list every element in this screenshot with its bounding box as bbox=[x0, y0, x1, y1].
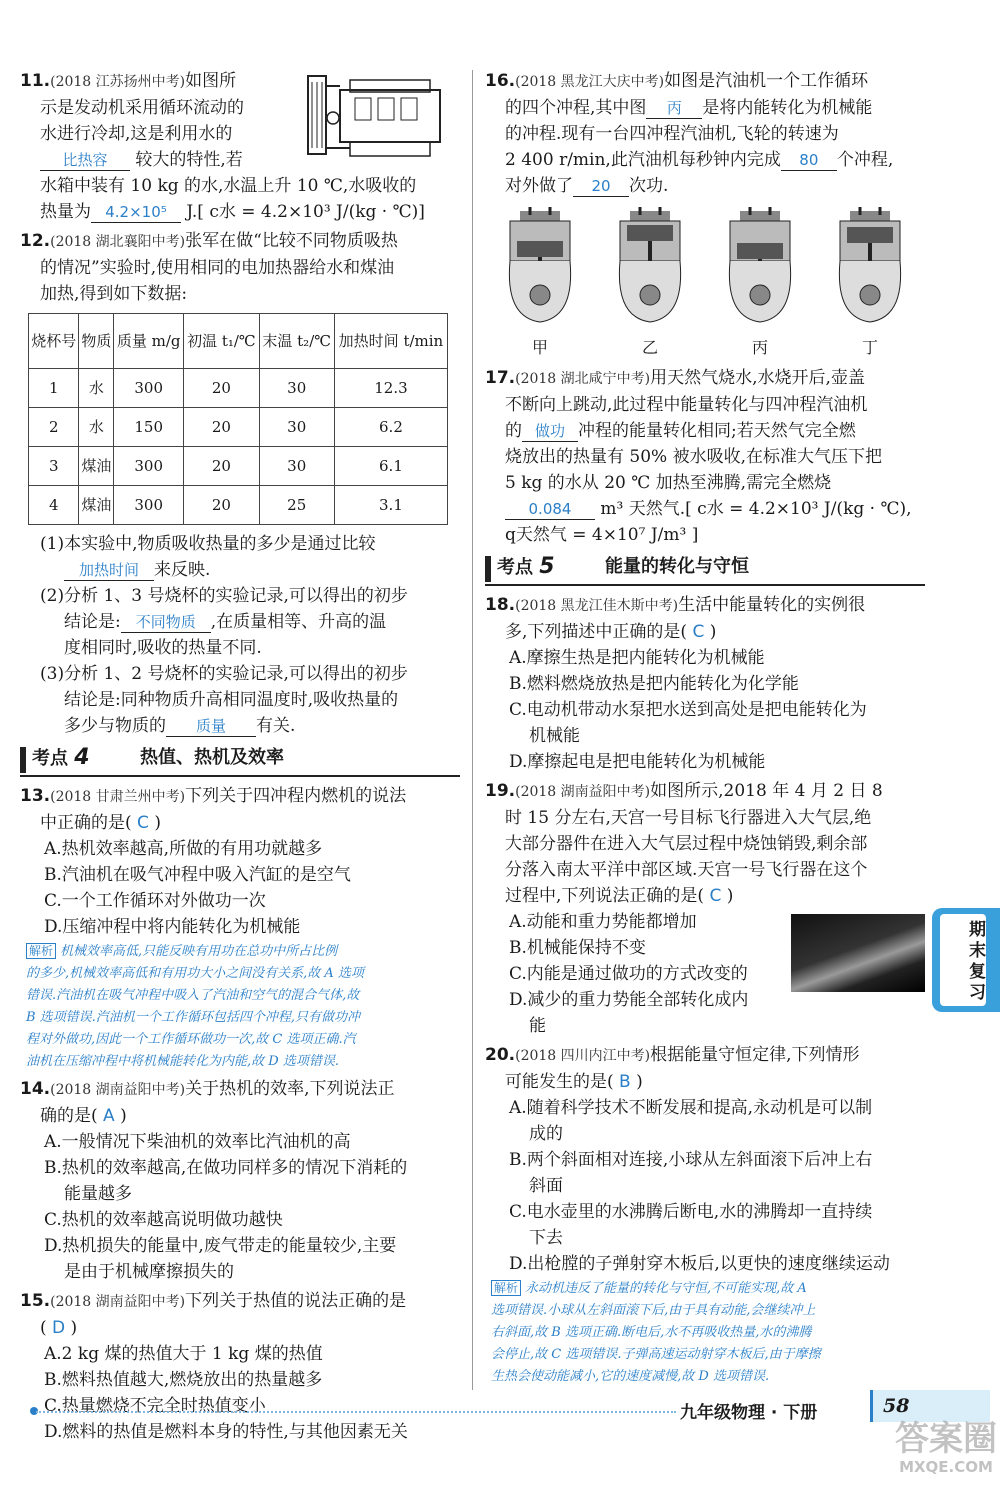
question-source: (2018 湖北咸宁中考) bbox=[515, 371, 651, 387]
engine-cooling-figure bbox=[300, 68, 460, 163]
answer-blank: 80 bbox=[781, 150, 837, 171]
choice-answer: C bbox=[692, 622, 705, 642]
option: A.一般情况下柴油机的效率比汽油机的高 bbox=[44, 1132, 351, 1152]
left-column bbox=[20, 68, 460, 1448]
question-text: 水箱中装有 10 kg 的水,水温上升 10 ℃,水吸收的 bbox=[40, 176, 417, 196]
option: C.电动机带动水泵把水送到高处是把电能转化为 bbox=[509, 700, 867, 720]
table-cell: 3.1 bbox=[334, 486, 447, 525]
section-header-4 bbox=[20, 745, 460, 777]
option: B.热机的效率越高,在做功同样多的情况下消耗的 bbox=[44, 1158, 408, 1178]
question-text: 个冲程, bbox=[836, 150, 894, 170]
option: 成的 bbox=[529, 1124, 563, 1144]
question-text: 生活中能量转化的实例很 bbox=[678, 595, 866, 615]
question-16 bbox=[485, 68, 925, 361]
table-cell: 煤油 bbox=[79, 447, 114, 486]
analysis-tag: 解析 bbox=[26, 943, 56, 959]
section-label: 考点 5 bbox=[497, 554, 555, 579]
table-cell: 20 bbox=[184, 447, 259, 486]
table-row bbox=[29, 369, 448, 408]
option: B.燃料燃烧放热是把内能转化为化学能 bbox=[509, 674, 799, 694]
answer-blank: 4.2×10⁵ bbox=[91, 202, 181, 223]
question-text: 示是发动机采用循环流动的 bbox=[40, 98, 244, 118]
answer-blank: 加热时间 bbox=[64, 560, 154, 581]
question-number: 18. bbox=[485, 595, 516, 615]
piston-diagram bbox=[825, 207, 915, 327]
table-cell: 25 bbox=[259, 486, 334, 525]
table-header: 烧杯号 bbox=[29, 314, 79, 369]
question-number: 12. bbox=[20, 231, 51, 251]
analysis-text: 错误.汽油机在吸气冲程中吸入了汽油和空气的混合气体,故 bbox=[26, 988, 360, 1003]
analysis-block bbox=[485, 1277, 925, 1388]
stroke-item bbox=[710, 207, 810, 361]
answer-blank: 不同物质 bbox=[121, 612, 211, 633]
analysis-text: 油机在压缩冲程中将机械能转化为内能,故 D 选项错误. bbox=[26, 1054, 339, 1069]
stroke-item bbox=[490, 207, 590, 361]
question-text: 如图是汽油机一个工作循环 bbox=[664, 71, 869, 91]
section-bar bbox=[20, 747, 26, 773]
footer-dotted-line bbox=[36, 1411, 676, 1413]
question-13: 13.(2018 甘肃兰州中考)下列关于四冲程内燃机的说法 中正确的是( C ) A.热机效率越高,所做的有用功就越多 B.汽油机在吸气冲程中吸入汽缸的是空气 C.一个工作循环对外做功一次 D.压缩冲程中将内能转化为机械能 解析 机械效率高低,只能反映有用功在总功中所占比例 的多少,机械效率高低和有用功大小之间没有关系,故 A 选项 错误.汽油机在吸气冲程中吸入了汽油和空气的混合气体,故 B 选项错误.汽油机一个工作循环包括四个冲程,只有做功冲 程对外做功,因此一个工作循环做功一次,故 C 选项正确.汽 油机在压缩冲程中将机械能转化为内能,故 D 选项错误. bbox=[20, 783, 460, 1073]
question-source: (2018 湖南益阳中考) bbox=[50, 1294, 186, 1310]
option: D.热机损失的能量中,废气带走的能量较少,主要 bbox=[44, 1236, 397, 1256]
question-12 bbox=[20, 228, 460, 739]
question-text: 不断向上跳动,此过程中能量转化与四冲程汽油机 bbox=[505, 395, 868, 415]
footer-title: 九年级物理 · 下册 bbox=[680, 1403, 818, 1423]
option: B.燃料热值越大,燃烧放出的热量越多 bbox=[44, 1370, 323, 1390]
option: D.摩擦起电是把电能转化为机械能 bbox=[509, 752, 766, 772]
stroke-item bbox=[600, 207, 700, 361]
question-text: 关于热机的效率,下列说法正 bbox=[185, 1079, 395, 1099]
question-number: 14. bbox=[20, 1079, 51, 1099]
option: D.燃料的热值是燃料本身的特性,与其他因素无关 bbox=[44, 1422, 408, 1442]
choice-answer: C bbox=[709, 886, 722, 906]
question-text: 结论是: bbox=[64, 612, 121, 632]
analysis-text: 机械效率高低,只能反映有用功在总功中所占比例 bbox=[60, 944, 338, 959]
option: C.热量燃烧不完全时热值变小 bbox=[44, 1396, 266, 1416]
table-cell: 30 bbox=[259, 447, 334, 486]
stroke-item bbox=[820, 207, 920, 361]
analysis-text: 选项错误.小球从左斜面滚下后,由于具有动能,会继续冲上 bbox=[491, 1303, 816, 1318]
table-cell: 12.3 bbox=[334, 369, 447, 408]
table-cell: 300 bbox=[114, 447, 184, 486]
stroke-label: 丙 bbox=[751, 338, 768, 357]
question-text: 是将内能转化为机械能 bbox=[702, 98, 873, 118]
stroke-label: 甲 bbox=[531, 338, 548, 357]
choice-answer: B bbox=[619, 1072, 631, 1092]
table-cell: 6.1 bbox=[334, 447, 447, 486]
question-text: 烧放出的热量有 50% 被水吸收,在标准大气压下把 bbox=[505, 447, 882, 467]
question-text: 较大的特性,若 bbox=[135, 150, 243, 170]
question-number: 16. bbox=[485, 71, 516, 91]
option: D.出枪膛的子弹射穿木板后,以更快的速度继续运动 bbox=[509, 1254, 890, 1274]
piston-diagram bbox=[495, 207, 585, 327]
option: B.两个斜面相对连接,小球从左斜面滚下后冲上右 bbox=[509, 1150, 873, 1170]
question-text: 冲程的能量转化相同;若天然气完全燃 bbox=[578, 421, 856, 441]
question-text: m³ 天然气.[ c水 = 4.2×10³ J/(kg · ℃), bbox=[600, 499, 912, 519]
answer-blank: 做功 bbox=[522, 421, 578, 442]
question-number: 13. bbox=[20, 786, 51, 806]
table-cell: 煤油 bbox=[79, 486, 114, 525]
question-text: 如图所 bbox=[185, 71, 237, 91]
table-cell: 水 bbox=[79, 369, 114, 408]
analysis-text: 的多少,机械效率高低和有用功大小之间没有关系,故 A 选项 bbox=[26, 966, 364, 981]
option: C.电水壶里的水沸腾后断电,水的沸腾却一直持续 bbox=[509, 1202, 873, 1222]
stroke-label: 乙 bbox=[641, 338, 658, 357]
right-column bbox=[485, 68, 925, 1391]
question-text: 中正确的是( bbox=[40, 813, 132, 833]
question-text: 度相同时,吸收的热量不同. bbox=[64, 638, 262, 658]
question-text: (3)分析 1、2 号烧杯的实验记录,可以得出的初步 bbox=[40, 664, 408, 684]
question-text: J.[ c水 = 4.2×10³ J/(kg · ℃)] bbox=[186, 202, 425, 222]
piston-diagram bbox=[715, 207, 805, 327]
question-text: 的情况”实验时,使用相同的电加热器给水和煤油 bbox=[40, 258, 395, 278]
table-cell: 300 bbox=[114, 486, 184, 525]
table-cell: 4 bbox=[29, 486, 79, 525]
question-18: 18.(2018 黑龙江佳木斯中考)生活中能量转化的实例很 多,下列描述中正确的是( C ) A.摩擦生热是把内能转化为机械能 B.燃料燃烧放热是把内能转化为化学能 C.电动机带动水泵把水送到高处是把电能转化为 机械能 D.摩擦起电是把电能转化为机械能 bbox=[485, 592, 925, 775]
option: B.机械能保持不变 bbox=[509, 938, 646, 958]
question-source: (2018 湖北襄阳中考) bbox=[50, 234, 186, 250]
analysis-text: 右斜面,故 B 选项正确.断电后,水不再吸收热量,水的沸腾 bbox=[491, 1325, 812, 1340]
watermark bbox=[895, 1420, 997, 1476]
section-bar bbox=[485, 556, 491, 582]
question-text: (2)分析 1、3 号烧杯的实验记录,可以得出的初步 bbox=[40, 586, 408, 606]
question-number: 17. bbox=[485, 368, 516, 388]
table-row bbox=[29, 447, 448, 486]
option: C.热机的效率越高说明做功越快 bbox=[44, 1210, 283, 1230]
table-header: 加热时间 t/min bbox=[334, 314, 447, 369]
option: A.随着科学技术不断发展和提高,永动机是可以制 bbox=[509, 1098, 873, 1118]
option: B.汽油机在吸气冲程中吸入汽缸的是空气 bbox=[44, 865, 351, 885]
table-cell: 水 bbox=[79, 408, 114, 447]
table-cell: 300 bbox=[114, 369, 184, 408]
table-header: 末温 t₂/℃ bbox=[259, 314, 334, 369]
question-text: 多少与物质的 bbox=[64, 716, 166, 736]
option: 斜面 bbox=[529, 1176, 563, 1196]
data-table bbox=[28, 313, 448, 525]
option: A.2 kg 煤的热值大于 1 kg 煤的热值 bbox=[44, 1344, 323, 1364]
question-source: (2018 黑龙江佳木斯中考) bbox=[515, 598, 679, 614]
question-number: 20. bbox=[485, 1045, 516, 1065]
option: 能 bbox=[529, 1016, 546, 1036]
question-source: (2018 湖南益阳中考) bbox=[50, 1082, 186, 1098]
question-text: 确的是( bbox=[40, 1106, 98, 1126]
question-text: 对外做了 bbox=[505, 176, 573, 196]
answer-blank: 比热容 bbox=[40, 150, 130, 171]
question-text: 用天然气烧水,水烧开后,壶盖 bbox=[650, 368, 865, 388]
analysis-block bbox=[20, 940, 460, 1073]
question-text: 2 400 r/min,此汽油机每秒钟内完成 bbox=[505, 150, 781, 170]
question-text: 水进行冷却,这是利用水的 bbox=[40, 124, 233, 144]
question-19: 19.(2018 湖南益阳中考)如图所示,2018 年 4 月 2 日 8 时 15 分左右,天宫一号目标飞行器进入大气层,绝 大部分器件在进入大气层过程中烧蚀销毁,剩余部 分落入南太平洋中部区域.天宫一号飞行器在这个 过程中,下列说法正确的是( C ) A.动能和重力势能都增加 B.机械能保持不变 C.内能是通过做功的方式改变的 D.减少的重力势能全部转化成内 能 bbox=[485, 778, 925, 1039]
option: 机械能 bbox=[529, 726, 580, 746]
option: 是由于机械摩擦损失的 bbox=[64, 1262, 234, 1282]
table-cell: 3 bbox=[29, 447, 79, 486]
table-cell: 20 bbox=[184, 369, 259, 408]
question-text: 有关. bbox=[256, 716, 296, 736]
question-text: 下列关于四冲程内燃机的说法 bbox=[185, 786, 407, 806]
question-20: 20.(2018 四川内江中考)根据能量守恒定律,下列情形 可能发生的是( B ) A.随着科学技术不断发展和提高,永动机是可以制 成的 B.两个斜面相对连接,小球从左斜面滚下后冲上右 斜面 C.电水壶里的水沸腾后断电,水的沸腾却一直持续 下去 D.出枪膛的子弹射穿木板后,以更快的速度继续运动 解析 永动机违反了能量的转化与守恒,不可能实现,故 A 选项错误.小球从左斜面滚下后,由于具有动能,会继续冲上 右斜面,故 B 选项正确.断电后,水不再吸收热量,水的沸腾 会停止,故 C 选项错误.子弹高速运动射穿木板后,由于摩擦 生热会使动能减小,它的速度减慢,故 D 选项错误. bbox=[485, 1042, 925, 1388]
table-cell: 2 bbox=[29, 408, 79, 447]
question-text: 热量为 bbox=[40, 202, 91, 222]
question-17 bbox=[485, 365, 925, 548]
question-text: 的冲程.现有一台四冲程汽油机,飞轮的转速为 bbox=[505, 124, 839, 144]
question-text: 加热,得到如下数据: bbox=[40, 284, 188, 304]
analysis-text: 永动机违反了能量的转化与守恒,不可能实现,故 A bbox=[525, 1281, 807, 1296]
table-cell: 6.2 bbox=[334, 408, 447, 447]
option: D.压缩冲程中将内能转化为机械能 bbox=[44, 917, 301, 937]
stroke-label: 丁 bbox=[861, 338, 878, 357]
table-header: 物质 bbox=[79, 314, 114, 369]
question-text: 5 kg 的水从 20 ℃ 加热至沸腾,需完全燃烧 bbox=[505, 473, 832, 493]
question-text: 的 bbox=[505, 421, 522, 441]
section-title: 热值、热机及效率 bbox=[140, 747, 284, 768]
table-cell: 1 bbox=[29, 369, 79, 408]
answer-blank: 0.084 bbox=[505, 499, 595, 520]
option: A.摩擦生热是把内能转化为机械能 bbox=[509, 648, 765, 668]
table-row bbox=[29, 408, 448, 447]
section-title: 能量的转化与守恒 bbox=[605, 556, 749, 577]
question-15: 15.(2018 湖南益阳中考)下列关于热值的说法正确的是 ( D ) A.2 kg 煤的热值大于 1 kg 煤的热值 B.燃料热值越大,燃烧放出的热量越多 C.热量燃烧不完全时热值变小 D.燃料的热值是燃料本身的特性,与其他因素无关 bbox=[20, 1288, 460, 1445]
engine-strokes-figure bbox=[485, 207, 925, 361]
question-number: 19. bbox=[485, 781, 516, 801]
question-text: 时 15 分左右,天宫一号目标飞行器进入大气层,绝 bbox=[505, 808, 872, 828]
table-header: 质量 m/g bbox=[114, 314, 184, 369]
question-text: ( bbox=[40, 1318, 47, 1338]
question-source: (2018 湖南益阳中考) bbox=[515, 784, 651, 800]
analysis-text: 生热会使动能减小,它的速度减慢,故 D 选项错误. bbox=[491, 1369, 770, 1384]
choice-answer: A bbox=[103, 1106, 115, 1126]
question-number: 11. bbox=[20, 71, 51, 91]
spacecraft-reentry-photo bbox=[791, 914, 925, 992]
question-text: q天然气 = 4×10⁷ J/m³ ] bbox=[505, 525, 699, 545]
side-tab-label: 期末复习 bbox=[940, 914, 986, 1006]
question-text: 多,下列描述中正确的是( bbox=[505, 622, 688, 642]
option: D.减少的重力势能全部转化成内 bbox=[509, 990, 749, 1010]
side-tab bbox=[932, 908, 1000, 1012]
option: A.热机效率越高,所做的有用功就越多 bbox=[44, 839, 323, 859]
option: A.动能和重力势能都增加 bbox=[509, 912, 697, 932]
option: 下去 bbox=[529, 1228, 563, 1248]
choice-answer: D bbox=[52, 1318, 66, 1338]
watermark-text: 答案圈 bbox=[895, 1419, 997, 1459]
option: 能量越多 bbox=[64, 1184, 132, 1204]
question-source: (2018 江苏扬州中考) bbox=[50, 74, 186, 90]
question-text: 如图所示,2018 年 4 月 2 日 8 bbox=[650, 781, 883, 801]
question-number: 15. bbox=[20, 1291, 51, 1311]
question-text: 的四个冲程,其中图 bbox=[505, 98, 647, 118]
column-divider bbox=[472, 70, 473, 1390]
analysis-text: 程对外做功,因此一个工作循环做功一次,故 C 选项正确.汽 bbox=[26, 1032, 356, 1047]
question-source: (2018 四川内江中考) bbox=[515, 1048, 651, 1064]
option: C.一个工作循环对外做功一次 bbox=[44, 891, 266, 911]
table-cell: 20 bbox=[184, 486, 259, 525]
question-text: 根据能量守恒定律,下列情形 bbox=[650, 1045, 860, 1065]
analysis-text: B 选项错误.汽油机一个工作循环包括四个冲程,只有做功冲 bbox=[26, 1010, 360, 1025]
page-number: 58 bbox=[870, 1390, 990, 1422]
question-source: (2018 黑龙江大庆中考) bbox=[515, 74, 665, 90]
table-cell: 20 bbox=[184, 408, 259, 447]
question-text: 可能发生的是( bbox=[505, 1072, 614, 1092]
table-header: 初温 t₁/℃ bbox=[184, 314, 259, 369]
piston-diagram bbox=[605, 207, 695, 327]
question-text: ,在质量相等、升高的温 bbox=[210, 612, 387, 632]
question-14: 14.(2018 湖南益阳中考)关于热机的效率,下列说法正 确的是( A ) A.一般情况下柴油机的效率比汽油机的高 B.热机的效率越高,在做功同样多的情况下消耗的 能量越多 C.热机的效率越高说明做功越快 D.热机损失的能量中,废气带走的能量较少,主要 是由于机械摩擦损失的 bbox=[20, 1076, 460, 1285]
analysis-tag: 解析 bbox=[491, 1280, 521, 1296]
question-text: 次功. bbox=[629, 176, 669, 196]
question-text: 张军在做“比较不同物质吸热 bbox=[185, 231, 398, 251]
section-label: 考点 4 bbox=[32, 745, 90, 770]
question-text: 下列关于热值的说法正确的是 bbox=[185, 1291, 407, 1311]
table-cell: 30 bbox=[259, 408, 334, 447]
section-header-5 bbox=[485, 554, 925, 586]
question-text: 过程中,下列说法正确的是( bbox=[505, 886, 705, 906]
question-text: 大部分器件在进入大气层过程中烧蚀销毁,剩余部 bbox=[505, 834, 868, 854]
watermark-url: MXQE.COM bbox=[899, 1458, 993, 1476]
question-text: (1)本实验中,物质吸收热量的多少是通过比较 bbox=[40, 534, 376, 554]
question-text: 分落入南太平洋中部区域.天宫一号飞行器在这个 bbox=[505, 860, 868, 880]
table-cell: 30 bbox=[259, 369, 334, 408]
option: C.内能是通过做功的方式改变的 bbox=[509, 964, 748, 984]
analysis-text: 会停止,故 C 选项错误.子弹高速运动射穿木板后,由于摩擦 bbox=[491, 1347, 821, 1362]
question-11 bbox=[20, 68, 460, 225]
choice-answer: C bbox=[137, 813, 149, 833]
answer-blank: 丙 bbox=[646, 98, 702, 119]
question-source: (2018 甘肃兰州中考) bbox=[50, 789, 186, 805]
question-text: 结论是:同种物质升高相同温度时,吸收热量的 bbox=[64, 690, 399, 710]
answer-blank: 20 bbox=[573, 176, 629, 197]
table-header-row bbox=[29, 314, 448, 369]
question-text: 来反映. bbox=[154, 560, 211, 580]
answer-blank: 质量 bbox=[166, 716, 256, 737]
table-row bbox=[29, 486, 448, 525]
table-cell: 150 bbox=[114, 408, 184, 447]
